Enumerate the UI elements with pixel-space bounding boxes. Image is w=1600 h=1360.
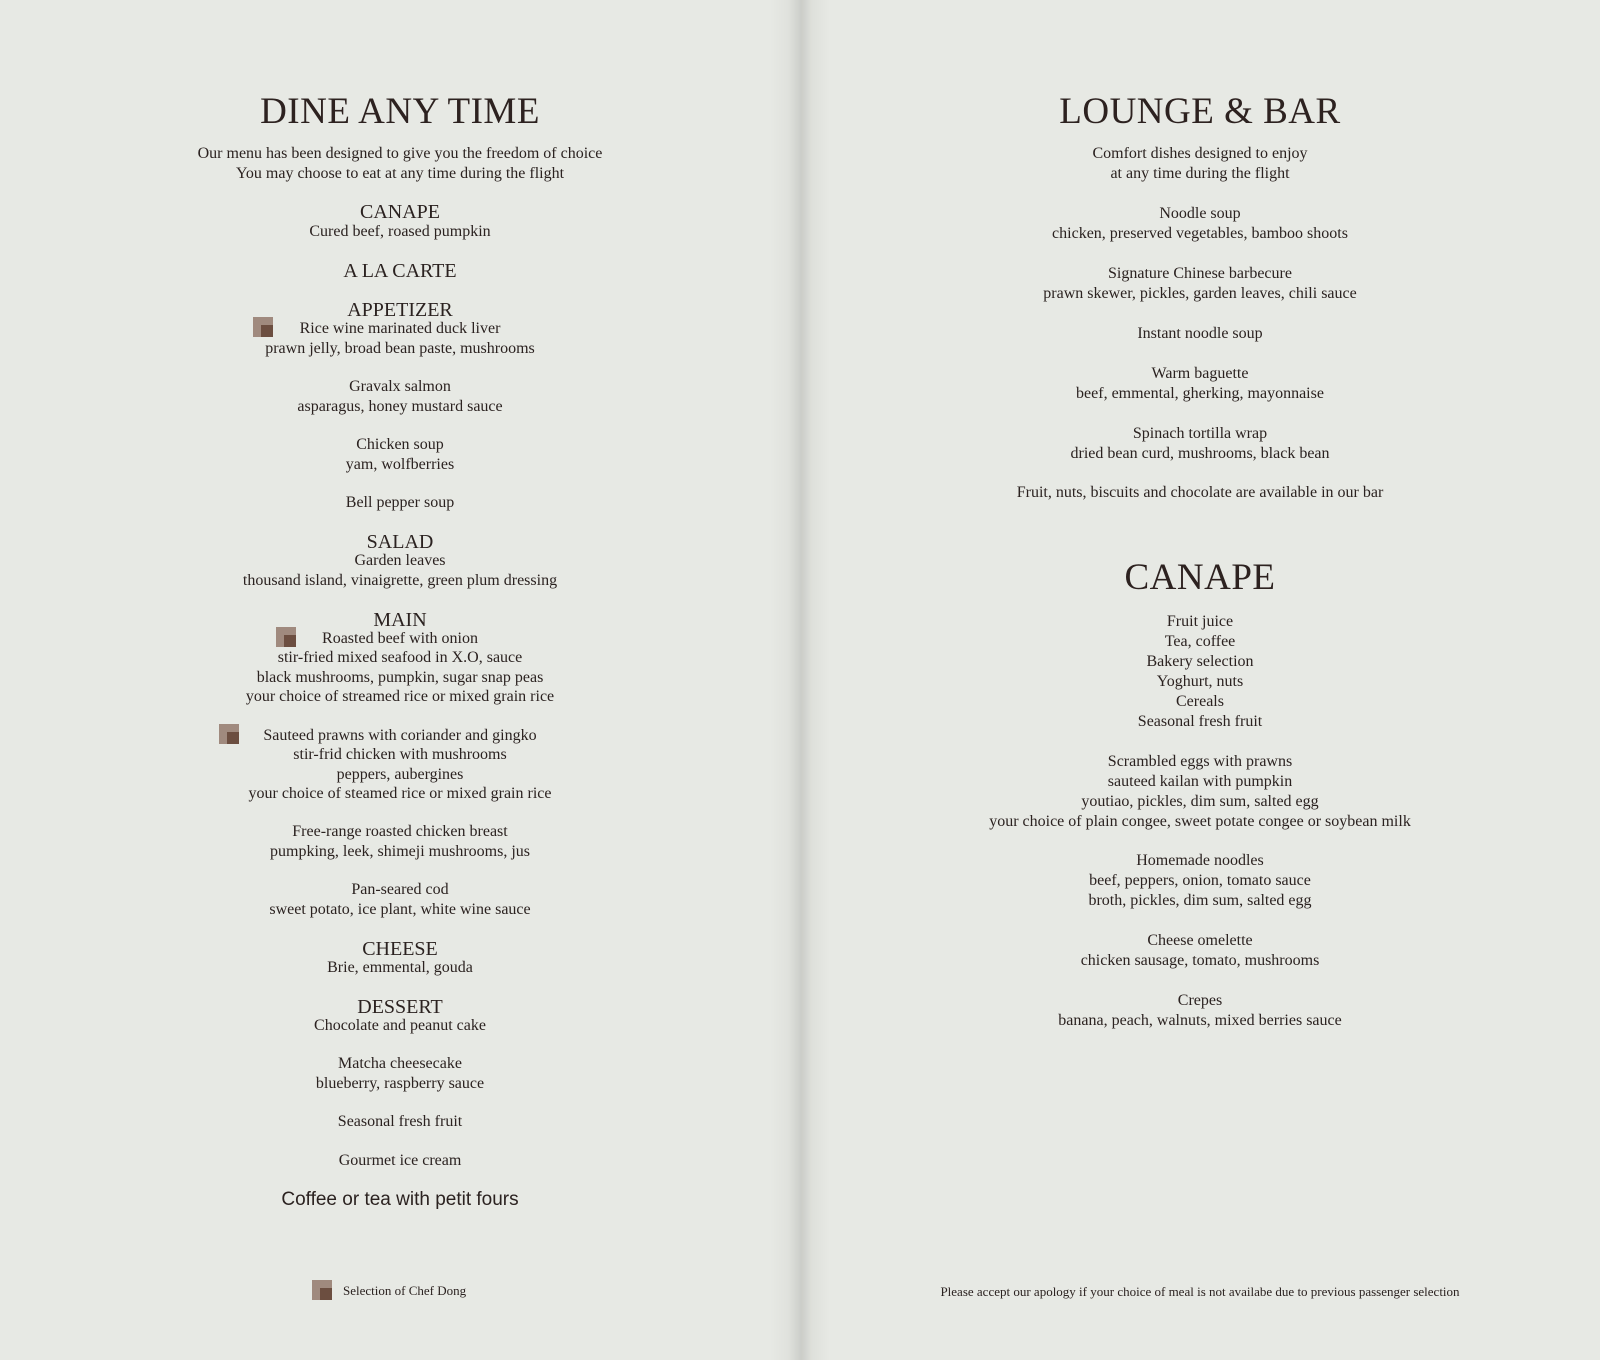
intro-line: Our menu has been designed to give you the freedom of choice [197,145,603,162]
menu-item-detail: sweet potato, ice plant, white wine sauce [269,901,531,918]
menu-item-detail: chicken, preserved vegetables, bamboo shoots [1052,225,1348,242]
menu-item: Warm baguette [1151,365,1249,382]
menu-item: Signature Chinese barbecure [1108,265,1292,282]
menu-item: Sauteed prawns with coriander and gingko [263,727,537,744]
menu-item-detail: sauteed kailan with pumpkin [1107,773,1293,790]
menu-item: Gourmet ice cream [338,1152,462,1169]
menu-item-detail: stir-frid chicken with mushrooms [293,746,507,763]
salad-heading: SALAD [366,531,434,553]
lounge-bar-title: LOUNGE & BAR [1059,91,1341,132]
menu-item-detail: youtiao, pickles, dim sum, salted egg [1081,793,1319,810]
canape-title: CANAPE [1124,557,1276,598]
menu-item-detail: asparagus, honey mustard sauce [297,398,503,415]
menu-item-detail: beef, emmental, gherking, mayonnaise [1076,385,1324,402]
menu-item: Crepes [1177,992,1223,1009]
menu-item: Fruit, nuts, biscuits and chocolate are available in our bar [1016,484,1384,501]
menu-item-detail: broth, pickles, dim sum, salted egg [1088,892,1312,909]
menu-item: Bell pepper soup [345,494,455,511]
menu-item-detail: black mushrooms, pumpkin, sugar snap peas [256,669,544,686]
menu-item: Matcha cheesecake [338,1055,462,1072]
menu-item: Seasonal fresh fruit [1137,713,1263,730]
menu-item: Tea, coffee [1164,633,1236,650]
intro-line: You may choose to eat at any time during the flight [235,165,565,182]
right-page [800,0,1600,1360]
menu-item-detail: prawn skewer, pickles, garden leaves, chili sauce [1043,285,1357,302]
menu-item: Spinach tortilla wrap [1132,425,1268,442]
chef-selection-icon [312,1280,332,1300]
menu-item: Homemade noodles [1136,852,1264,869]
menu-item: Pan-seared cod [351,881,449,898]
dine-any-time-title: DINE ANY TIME [260,91,540,132]
menu-item-detail: yam, wolfberries [345,456,455,473]
menu-item: Cereals [1176,693,1224,710]
intro-line: at any time during the flight [1110,165,1290,182]
appetizer-heading: APPETIZER [347,299,453,321]
main-heading: MAIN [373,609,427,631]
menu-item-detail: dried bean curd, mushrooms, black bean [1070,445,1330,462]
menu-item-detail: thousand island, vinaigrette, green plum dressing [242,572,558,589]
menu-item-detail: your choice of plain congee, sweet potate congee or soybean milk [989,813,1411,830]
menu-item: Fruit juice [1166,613,1234,630]
menu-item: Gravalx salmon [349,378,451,395]
menu-item-detail: stir-fried mixed seafood in X.O, sauce [277,649,523,666]
menu-item: Chicken soup [356,436,444,453]
coffee-tea-line: Coffee or tea with petit fours [281,1189,519,1210]
menu-item-detail: chicken sausage, tomato, mushrooms [1080,952,1320,969]
canape-heading: CANAPE [359,201,440,223]
menu-item-detail: beef, peppers, onion, tomato sauce [1089,872,1311,889]
chef-selection-label: Selection of Chef Dong [343,1283,467,1298]
menu-item: Instant noodle soup [1137,325,1263,342]
menu-item-detail: peppers, aubergines [336,766,464,783]
menu-item: Scrambled eggs with prawns [1107,753,1293,770]
cheese-heading: CHEESE [362,938,438,960]
menu-item: Roasted beef with onion [322,630,478,647]
intro-line: Comfort dishes designed to enjoy [1092,145,1308,162]
menu-item: Chocolate and peanut cake [314,1017,486,1034]
menu-item: Rice wine marinated duck liver [299,320,501,337]
menu-item: Noodle soup [1159,205,1241,222]
apology-note: Please accept our apology if your choice of meal is not availabe due to previous passenger selection [940,1284,1460,1299]
menu-item: Cheese omelette [1147,932,1253,949]
menu-item: Seasonal fresh fruit [337,1113,463,1130]
menu-item: Brie, emmental, gouda [327,959,473,976]
menu-item: Yoghurt, nuts [1156,673,1244,690]
menu-item-detail: blueberry, raspberry sauce [315,1075,485,1092]
dessert-heading: DESSERT [357,996,443,1018]
menu-item-detail: your choice of steamed rice or mixed grain rice [248,785,552,802]
menu-item: Cured beef, roased pumpkin [309,223,491,240]
menu-item-detail: pumpking, leek, shimeji mushrooms, jus [270,843,530,860]
menu-item: Garden leaves [354,552,446,569]
menu-item: Bakery selection [1146,653,1254,670]
menu-item-detail: your choice of streamed rice or mixed grain rice [245,688,555,705]
menu-item-detail: prawn jelly, broad bean paste, mushrooms [265,340,535,357]
menu-item-detail: banana, peach, walnuts, mixed berries sauce [1058,1012,1342,1029]
menu-item: Free-range roasted chicken breast [292,823,508,840]
a-la-carte-heading: A LA CARTE [343,260,457,282]
